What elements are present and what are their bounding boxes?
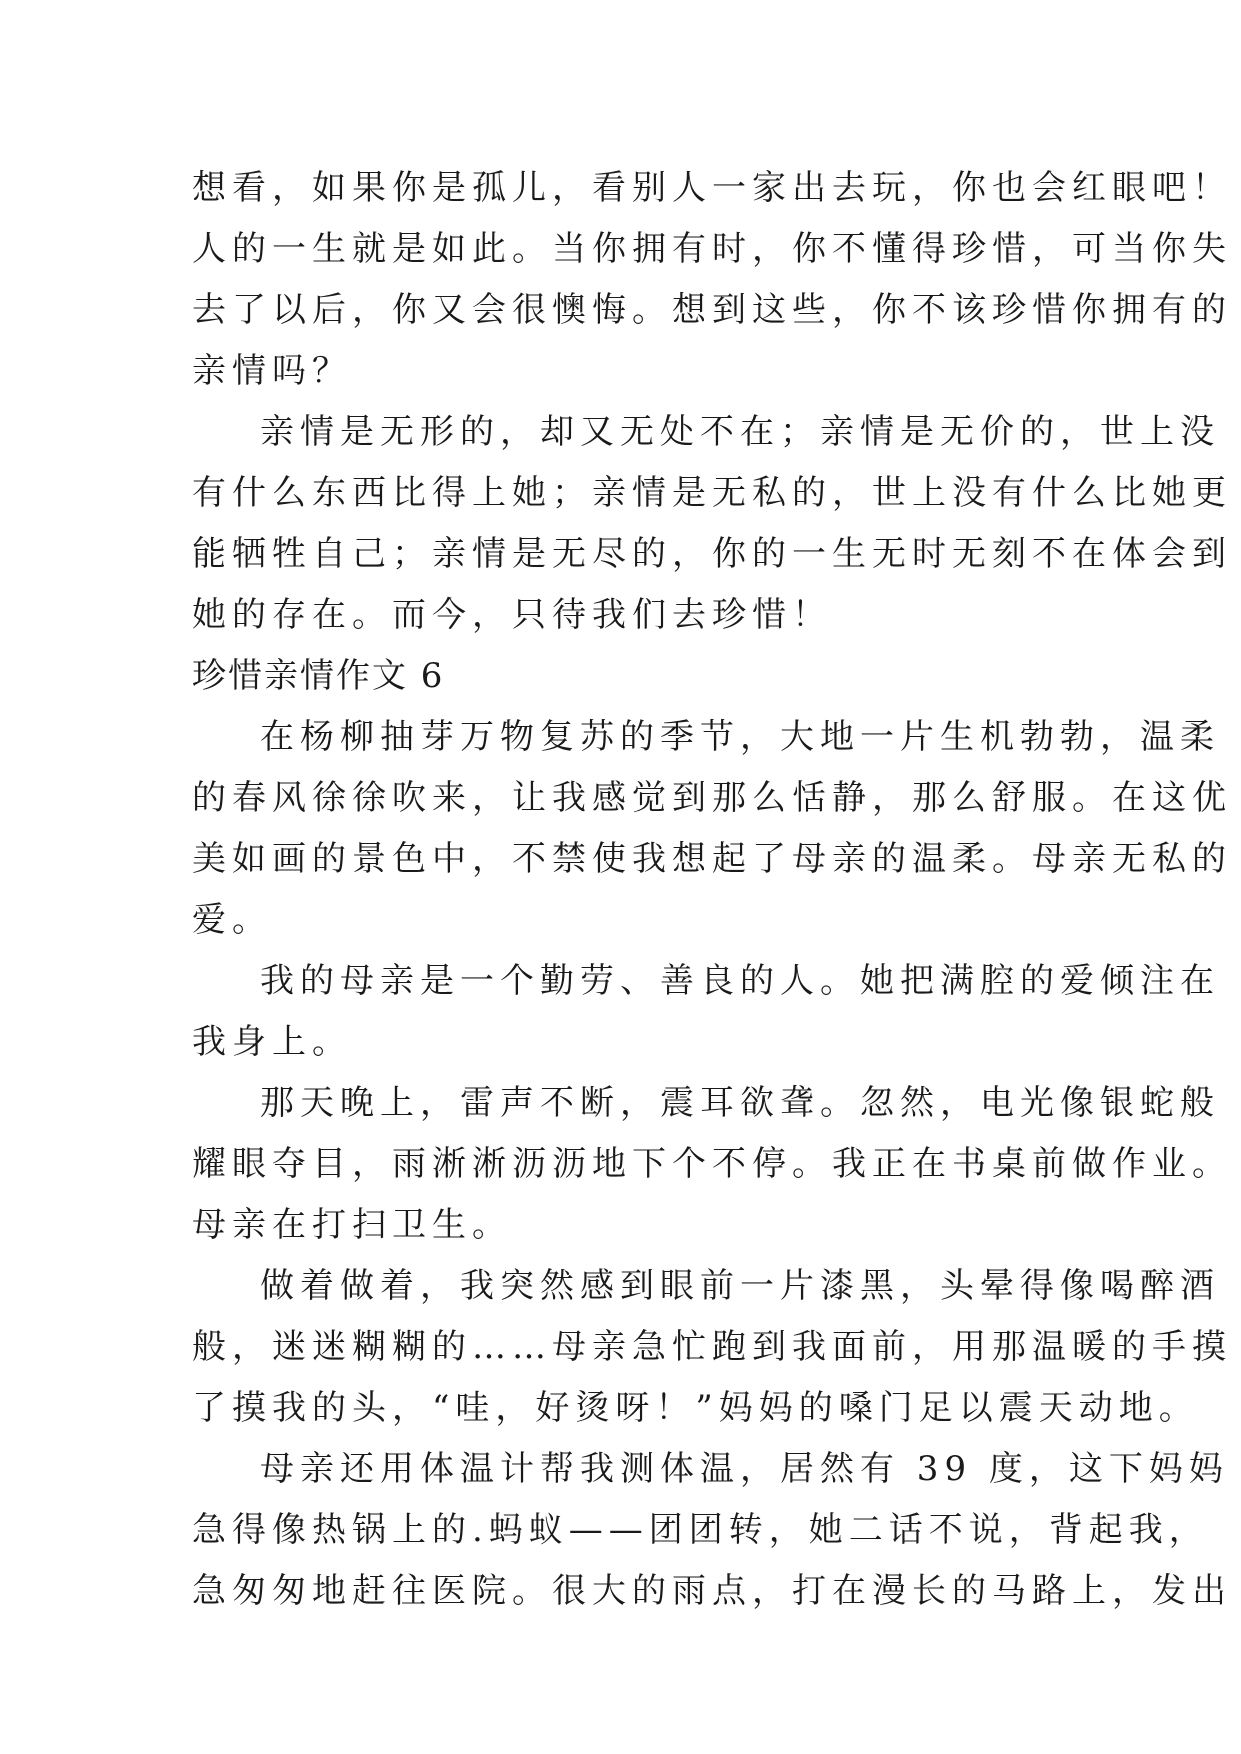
document-body xyxy=(192,158,1232,1622)
paragraph-first-line: 那天晚上，雷声不断，震耳欲聋。忽然，电光像银蛇般 xyxy=(260,1083,1220,1123)
text-line: 爱。 xyxy=(192,900,272,940)
text-line: 母亲在打扫卫生。 xyxy=(192,1205,512,1245)
paragraph-first-line: 做着做着，我突然感到眼前一片漆黑，头晕得像喝醉酒 xyxy=(260,1266,1220,1306)
section-heading: 珍惜亲情作文 6 xyxy=(192,656,445,696)
text-line: 去了以后，你又会很懊悔。想到这些，你不该珍惜你拥有的 xyxy=(192,290,1232,330)
paragraph-first-line: 母亲还用体温计帮我测体温，居然有 39 度，这下妈妈 xyxy=(260,1449,1229,1489)
text-line: 她的存在。而今，只待我们去珍惜！ xyxy=(192,595,832,635)
paragraph-first-line: 亲情是无形的，却又无处不在；亲情是无价的，世上没 xyxy=(260,412,1220,452)
text-line: 了摸我的头，“哇，好烫呀！”妈妈的嗓门足以震天动地。 xyxy=(192,1388,1199,1428)
text-line: 我身上。 xyxy=(192,1022,352,1062)
text-line: 想看，如果你是孤儿，看别人一家出去玩，你也会红眼吧！ xyxy=(192,168,1232,208)
text-line: 般，迷迷糊糊的……母亲急忙跑到我面前，用那温暖的手摸 xyxy=(192,1327,1232,1367)
text-line: 有什么东西比得上她；亲情是无私的，世上没有什么比她更 xyxy=(192,473,1232,513)
text-line: 急匆匆地赶往医院。很大的雨点，打在漫长的马路上，发出 xyxy=(192,1571,1232,1611)
text-line: 亲情吗？ xyxy=(192,351,352,391)
text-line: 人的一生就是如此。当你拥有时，你不懂得珍惜，可当你失 xyxy=(192,229,1232,269)
text-line: 能牺牲自己；亲情是无尽的，你的一生无时无刻不在体会到 xyxy=(192,534,1232,574)
text-line: 急得像热锅上的.蚂蚁——团团转，她二话不说，背起我， xyxy=(192,1510,1209,1550)
text-line: 耀眼夺目，雨淅淅沥沥地下个不停。我正在书桌前做作业。 xyxy=(192,1144,1232,1184)
text-line: 的春风徐徐吹来，让我感觉到那么恬静，那么舒服。在这优 xyxy=(192,778,1232,818)
paragraph-first-line: 在杨柳抽芽万物复苏的季节，大地一片生机勃勃，温柔 xyxy=(260,717,1220,757)
text-line: 美如画的景色中，不禁使我想起了母亲的温柔。母亲无私的 xyxy=(192,839,1232,879)
paragraph-first-line: 我的母亲是一个勤劳、善良的人。她把满腔的爱倾注在 xyxy=(260,961,1220,1001)
